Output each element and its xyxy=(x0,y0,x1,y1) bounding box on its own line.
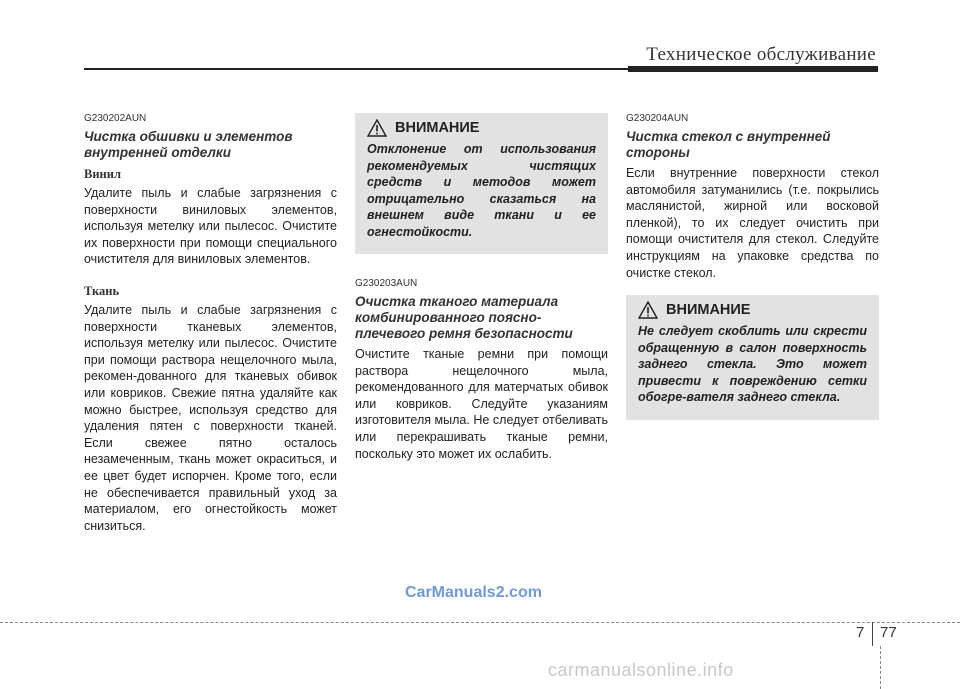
section-code: G230203AUN xyxy=(355,278,418,289)
warning-header xyxy=(367,119,596,137)
warning-triangle-icon xyxy=(367,119,387,137)
section-code: G230204AUN xyxy=(626,113,689,124)
fabric-text: Удалите пыль и слабые загрязнения с поверхности тканевых элементов, используя метелку или пылесос. Очистите при помощи раствора нещелочного мыла, рекомен-дованного для тканевых обивок или ковриков. Свежие пятна удаляйте как можно быстрее, используя средство для удаления пятен с поверхности тканей. Если свежее пятно осталось незамеченным, ткань может окраситься, и ее цвет будет испорчен. Кроме того, если не обеспечивается правильный уход за материалом, его огнестойкость может снизиться. xyxy=(84,302,337,533)
column-1 xyxy=(84,113,337,534)
vinyl-text: Удалите пыль и слабые загрязнения с поверхности виниловых элементов, используя метелку или пылесос. Очистите их поверхности при помощи специального очистителя для виниловых элементов. xyxy=(84,186,337,267)
warning-triangle-icon xyxy=(638,301,658,319)
glass-cleaning-text: Если внутренние поверхности стекол автомобиля затуманились (т.е. покрылись маслянистой, жирной или восковой пленкой), то их следует очистить при помощи очистителя для стекол. Следуйте инструкциям на упаковке средства по очистке стекол. xyxy=(626,166,879,280)
fabric-subheading: Ткань xyxy=(84,283,120,298)
warning-title: ВНИМАНИЕ xyxy=(395,120,480,136)
column-2 xyxy=(355,113,608,462)
warning-box-glass xyxy=(626,295,879,420)
warning-text: Не следует скоблить или скрести обращенную в салон поверхность заднего стекла. Это может привести к повреждению сетки обогре-вателя заднего стекла. xyxy=(638,324,867,405)
site-watermark: carmanualsonline.info xyxy=(548,660,734,680)
footer-vertical-rule xyxy=(880,646,881,689)
vinyl-subheading: Винил xyxy=(84,167,121,181)
section-code: G230202AUN xyxy=(84,113,147,124)
column-3 xyxy=(626,113,879,420)
warning-box-fabric xyxy=(355,113,608,254)
chapter-number: 7 xyxy=(856,624,865,641)
section-heading: Очистка тканого материала комбинированного поясно-плечевого ремня безопасности xyxy=(355,294,573,341)
header-rule-accent xyxy=(628,66,878,72)
page-number: 77 xyxy=(880,624,897,641)
page-separator xyxy=(872,622,873,646)
section-heading: Чистка стекол с внутренней стороны xyxy=(626,129,831,160)
belt-cleaning-text: Очистите тканые ремни при помощи раствора нещелочного мыла, рекомендованного для матерчатых обивок или ковриков. Следуйте указаниям изготовителя мыла. Не следует отбеливать или перекрашивать тканые ремни, поскольку это может их ослабить. xyxy=(355,347,608,461)
section-heading: Чистка обшивки и элементов внутренней отделки xyxy=(84,129,293,160)
footer-rule xyxy=(0,622,960,623)
header-title: Техническое обслуживание xyxy=(646,44,876,65)
watermark-link[interactable]: CarManuals2.com xyxy=(405,584,542,601)
warning-header xyxy=(638,301,867,319)
warning-title: ВНИМАНИЕ xyxy=(666,302,751,319)
warning-text: Отклонение от использования рекомендуемых чистящих средств и методов может отрицательно сказаться на внешнем виде ткани и ее огнестойкости. xyxy=(367,142,596,239)
